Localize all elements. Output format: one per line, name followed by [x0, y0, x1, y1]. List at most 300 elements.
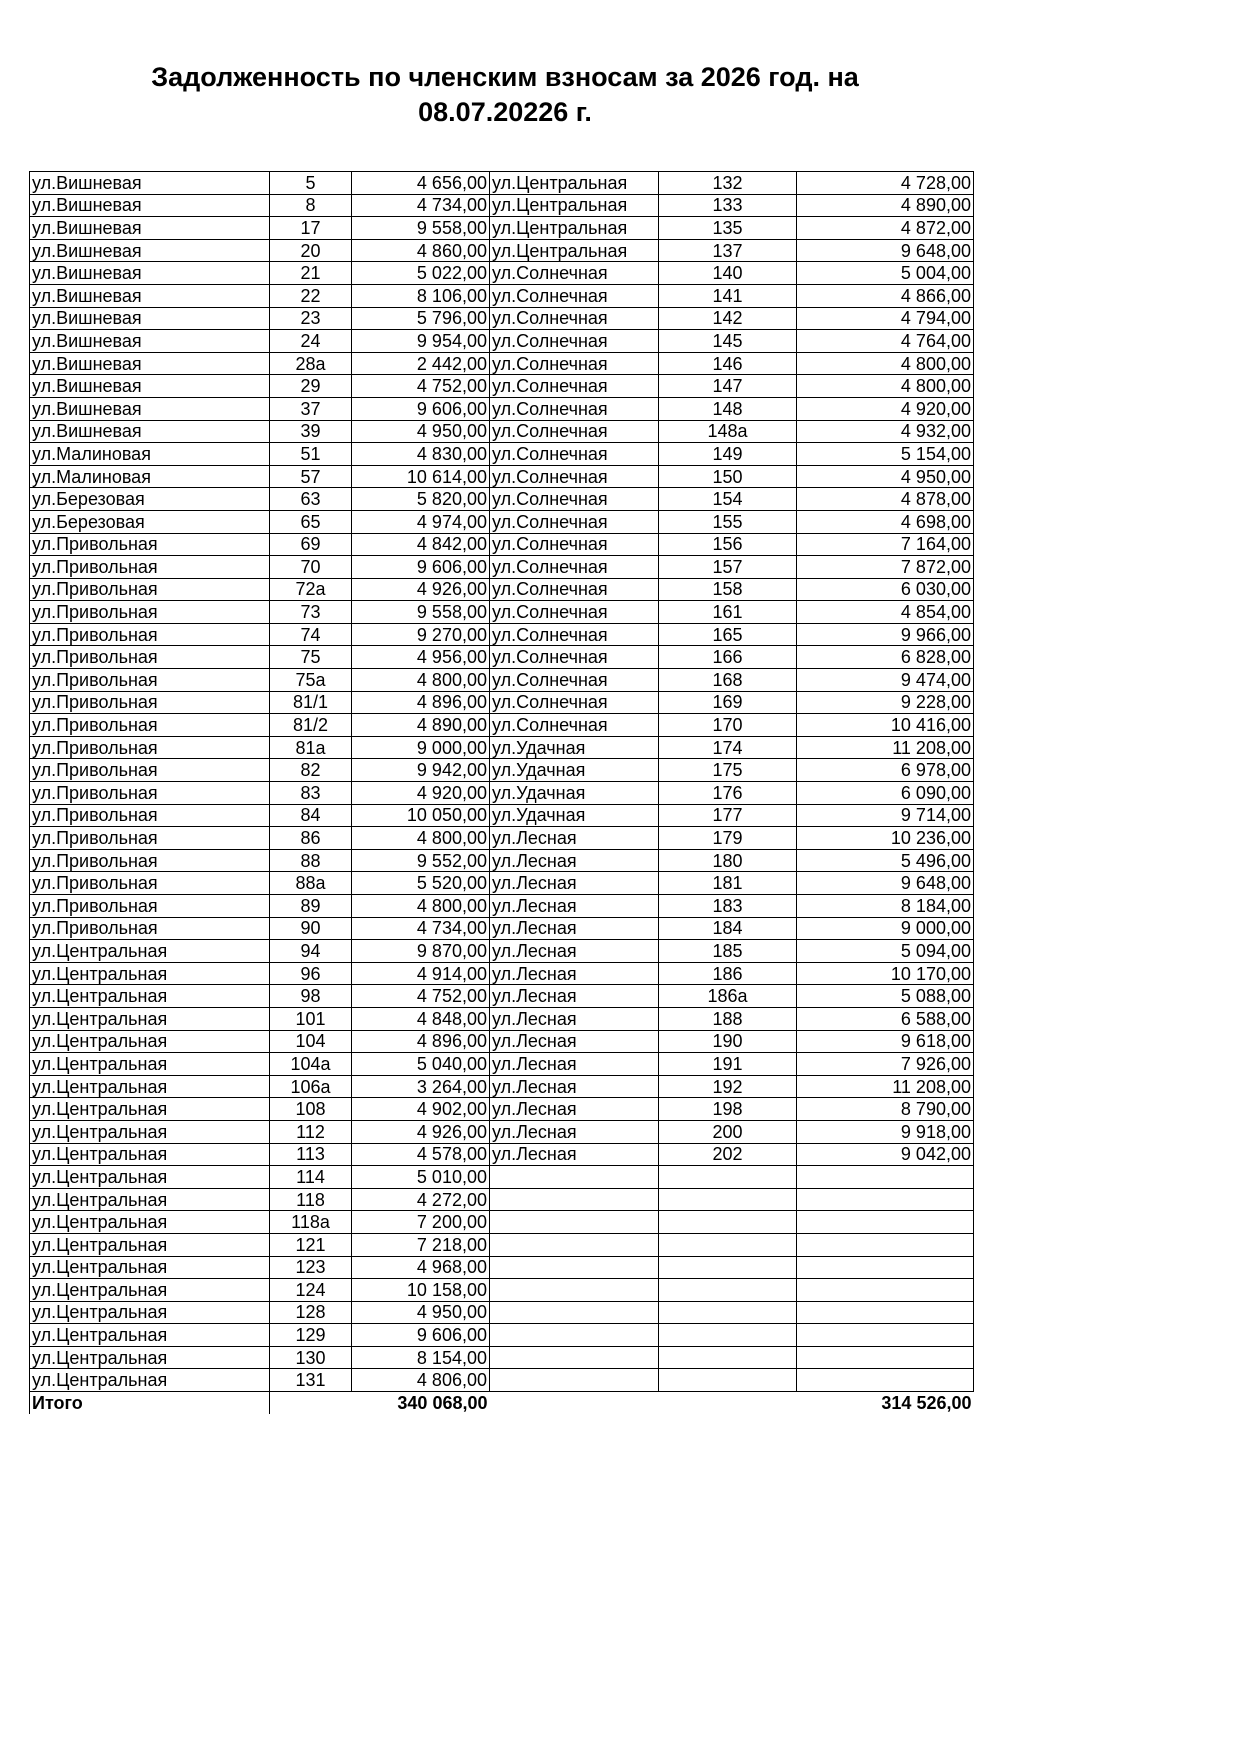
house-left-cell: 96	[270, 962, 352, 985]
sum-right-cell	[797, 1369, 974, 1392]
sum-left-cell: 4 950,00	[352, 420, 490, 443]
street-left-cell: ул.Центральная	[30, 1233, 270, 1256]
sum-left-cell: 4 848,00	[352, 1007, 490, 1030]
sum-right-cell: 4 728,00	[797, 172, 974, 195]
house-right-cell: 149	[659, 443, 797, 466]
table-row	[30, 578, 974, 601]
table-row	[30, 172, 974, 195]
sum-right-cell: 4 764,00	[797, 330, 974, 353]
sum-left-cell: 5 820,00	[352, 488, 490, 511]
sum-left-cell: 9 606,00	[352, 1324, 490, 1347]
house-right-cell	[659, 1369, 797, 1392]
table-row	[30, 759, 974, 782]
street-right-cell: ул.Солнечная	[490, 397, 659, 420]
table-row	[30, 488, 974, 511]
house-left-cell: 81/1	[270, 691, 352, 714]
house-left-cell: 118	[270, 1188, 352, 1211]
table-row	[30, 1053, 974, 1076]
sum-left-cell: 4 896,00	[352, 691, 490, 714]
debt-table-body	[30, 172, 974, 1392]
table-row	[30, 804, 974, 827]
sum-right-cell	[797, 1233, 974, 1256]
sum-right-cell: 6 828,00	[797, 646, 974, 669]
street-right-cell: ул.Солнечная	[490, 375, 659, 398]
house-right-cell: 155	[659, 510, 797, 533]
street-left-cell: ул.Центральная	[30, 1301, 270, 1324]
street-right-cell	[490, 1324, 659, 1347]
street-left-cell: ул.Вишневая	[30, 217, 270, 240]
street-left-cell: ул.Привольная	[30, 578, 270, 601]
sum-right-cell: 5 496,00	[797, 849, 974, 872]
street-right-cell: ул.Лесная	[490, 985, 659, 1008]
sum-right-cell: 10 170,00	[797, 962, 974, 985]
street-left-cell: ул.Центральная	[30, 1279, 270, 1302]
sum-left-cell: 5 010,00	[352, 1166, 490, 1189]
sum-left-cell: 9 558,00	[352, 217, 490, 240]
street-right-cell: ул.Лесная	[490, 940, 659, 963]
street-left-cell: ул.Привольная	[30, 646, 270, 669]
sum-right-cell: 9 648,00	[797, 239, 974, 262]
sum-left-cell: 9 000,00	[352, 736, 490, 759]
street-left-cell: ул.Центральная	[30, 1143, 270, 1166]
street-left-cell: ул.Привольная	[30, 917, 270, 940]
sum-left-cell: 7 218,00	[352, 1233, 490, 1256]
sum-left-cell: 4 926,00	[352, 578, 490, 601]
sum-right-cell: 11 208,00	[797, 1075, 974, 1098]
sum-left-cell: 4 800,00	[352, 669, 490, 692]
street-right-cell: ул.Солнечная	[490, 714, 659, 737]
street-right-cell: ул.Солнечная	[490, 601, 659, 624]
sum-left-cell: 5 796,00	[352, 307, 490, 330]
house-left-cell: 121	[270, 1233, 352, 1256]
street-left-cell: ул.Центральная	[30, 1075, 270, 1098]
sum-right-cell: 9 918,00	[797, 1120, 974, 1143]
sum-left-cell: 4 860,00	[352, 239, 490, 262]
sum-left-cell: 4 752,00	[352, 375, 490, 398]
sum-right-cell: 4 932,00	[797, 420, 974, 443]
table-row	[30, 849, 974, 872]
sum-right-cell: 6 588,00	[797, 1007, 974, 1030]
sum-right-cell: 9 474,00	[797, 669, 974, 692]
street-left-cell: ул.Вишневая	[30, 262, 270, 285]
table-row	[30, 1233, 974, 1256]
house-right-cell: 142	[659, 307, 797, 330]
table-row	[30, 284, 974, 307]
house-left-cell: 129	[270, 1324, 352, 1347]
street-left-cell: ул.Центральная	[30, 1256, 270, 1279]
street-right-cell: ул.Солнечная	[490, 330, 659, 353]
sum-right-cell: 9 228,00	[797, 691, 974, 714]
house-right-cell: 169	[659, 691, 797, 714]
sum-right-cell: 6 090,00	[797, 782, 974, 805]
street-left-cell: ул.Привольная	[30, 804, 270, 827]
house-left-cell: 130	[270, 1346, 352, 1369]
house-left-cell: 72а	[270, 578, 352, 601]
table-row	[30, 917, 974, 940]
sum-right-cell: 4 854,00	[797, 601, 974, 624]
street-right-cell: ул.Удачная	[490, 804, 659, 827]
sum-left-cell: 4 830,00	[352, 443, 490, 466]
sum-left-cell: 4 656,00	[352, 172, 490, 195]
street-left-cell: ул.Привольная	[30, 849, 270, 872]
sum-right-cell: 6 030,00	[797, 578, 974, 601]
sum-left-cell: 4 734,00	[352, 194, 490, 217]
house-right-cell: 191	[659, 1053, 797, 1076]
house-left-cell: 94	[270, 940, 352, 963]
street-right-cell: ул.Лесная	[490, 1143, 659, 1166]
street-right-cell: ул.Центральная	[490, 194, 659, 217]
house-left-cell: 28а	[270, 352, 352, 375]
house-right-cell: 188	[659, 1007, 797, 1030]
house-right-cell: 192	[659, 1075, 797, 1098]
street-right-cell: ул.Удачная	[490, 736, 659, 759]
house-left-cell: 88	[270, 849, 352, 872]
total-right-sum: 314 526,00	[881, 1393, 972, 1414]
page-title	[0, 60, 1010, 130]
house-left-cell: 118а	[270, 1211, 352, 1234]
street-right-cell: ул.Лесная	[490, 872, 659, 895]
table-row	[30, 1211, 974, 1234]
street-left-cell: ул.Привольная	[30, 691, 270, 714]
house-left-cell: 37	[270, 397, 352, 420]
house-left-cell: 57	[270, 465, 352, 488]
house-right-cell: 176	[659, 782, 797, 805]
street-right-cell	[490, 1279, 659, 1302]
house-left-cell: 73	[270, 601, 352, 624]
sum-left-cell: 4 896,00	[352, 1030, 490, 1053]
street-left-cell: ул.Центральная	[30, 1166, 270, 1189]
sum-left-cell: 9 606,00	[352, 556, 490, 579]
sum-left-cell: 4 902,00	[352, 1098, 490, 1121]
street-left-cell: ул.Привольная	[30, 782, 270, 805]
street-left-cell: ул.Малиновая	[30, 443, 270, 466]
street-left-cell: ул.Привольная	[30, 556, 270, 579]
street-right-cell: ул.Солнечная	[490, 578, 659, 601]
street-left-cell: ул.Привольная	[30, 827, 270, 850]
street-left-cell: ул.Вишневая	[30, 239, 270, 262]
street-left-cell: ул.Центральная	[30, 1007, 270, 1030]
table-row	[30, 1098, 974, 1121]
house-left-cell: 21	[270, 262, 352, 285]
house-left-cell: 20	[270, 239, 352, 262]
house-right-cell: 190	[659, 1030, 797, 1053]
house-left-cell: 69	[270, 533, 352, 556]
house-right-cell: 135	[659, 217, 797, 240]
table-row	[30, 646, 974, 669]
house-right-cell: 186а	[659, 985, 797, 1008]
street-left-cell: ул.Привольная	[30, 601, 270, 624]
street-right-cell: ул.Солнечная	[490, 465, 659, 488]
house-left-cell: 22	[270, 284, 352, 307]
table-row	[30, 307, 974, 330]
house-left-cell: 75	[270, 646, 352, 669]
street-left-cell: ул.Центральная	[30, 1053, 270, 1076]
house-left-cell: 63	[270, 488, 352, 511]
sum-left-cell: 4 974,00	[352, 510, 490, 533]
table-row	[30, 601, 974, 624]
sum-left-cell: 4 914,00	[352, 962, 490, 985]
sum-left-cell: 4 800,00	[352, 895, 490, 918]
house-left-cell: 98	[270, 985, 352, 1008]
sum-left-cell: 5 520,00	[352, 872, 490, 895]
sum-left-cell: 9 552,00	[352, 849, 490, 872]
total-label: Итого	[30, 1392, 270, 1415]
house-right-cell: 158	[659, 578, 797, 601]
street-right-cell: ул.Удачная	[490, 782, 659, 805]
house-left-cell: 29	[270, 375, 352, 398]
table-row	[30, 443, 974, 466]
house-left-cell: 83	[270, 782, 352, 805]
street-left-cell: ул.Центральная	[30, 940, 270, 963]
house-left-cell: 5	[270, 172, 352, 195]
street-left-cell: ул.Вишневая	[30, 194, 270, 217]
house-left-cell: 81/2	[270, 714, 352, 737]
table-row	[30, 691, 974, 714]
street-left-cell: ул.Центральная	[30, 985, 270, 1008]
house-right-cell: 175	[659, 759, 797, 782]
house-left-cell: 24	[270, 330, 352, 353]
house-right-cell: 145	[659, 330, 797, 353]
street-left-cell: ул.Центральная	[30, 1030, 270, 1053]
table-row	[30, 895, 974, 918]
street-right-cell	[490, 1188, 659, 1211]
street-left-cell: ул.Привольная	[30, 669, 270, 692]
street-right-cell: ул.Удачная	[490, 759, 659, 782]
sum-right-cell: 7 164,00	[797, 533, 974, 556]
sum-right-cell: 6 978,00	[797, 759, 974, 782]
street-right-cell: ул.Лесная	[490, 962, 659, 985]
sum-right-cell: 4 878,00	[797, 488, 974, 511]
street-right-cell: ул.Солнечная	[490, 556, 659, 579]
street-right-cell: ул.Солнечная	[490, 488, 659, 511]
total-row	[30, 1392, 974, 1415]
sum-left-cell: 8 106,00	[352, 284, 490, 307]
table-row	[30, 1030, 974, 1053]
table-row	[30, 510, 974, 533]
house-right-cell: 180	[659, 849, 797, 872]
house-left-cell: 51	[270, 443, 352, 466]
sum-right-cell: 10 416,00	[797, 714, 974, 737]
sum-right-cell: 8 790,00	[797, 1098, 974, 1121]
sum-right-cell: 5 094,00	[797, 940, 974, 963]
table-row	[30, 330, 974, 353]
sum-right-cell: 9 648,00	[797, 872, 974, 895]
table-row	[30, 1324, 974, 1347]
house-right-cell: 170	[659, 714, 797, 737]
house-right-cell: 183	[659, 895, 797, 918]
table-row	[30, 1143, 974, 1166]
house-right-cell: 133	[659, 194, 797, 217]
house-left-cell: 86	[270, 827, 352, 850]
sum-left-cell: 2 442,00	[352, 352, 490, 375]
table-row	[30, 1075, 974, 1098]
street-left-cell: ул.Привольная	[30, 895, 270, 918]
street-right-cell: ул.Лесная	[490, 827, 659, 850]
street-left-cell: ул.Березовая	[30, 510, 270, 533]
street-right-cell	[490, 1166, 659, 1189]
house-right-cell	[659, 1256, 797, 1279]
table-row	[30, 397, 974, 420]
street-left-cell: ул.Привольная	[30, 872, 270, 895]
house-right-cell: 147	[659, 375, 797, 398]
table-row	[30, 420, 974, 443]
house-right-cell	[659, 1166, 797, 1189]
sum-right-cell: 4 794,00	[797, 307, 974, 330]
house-left-cell: 112	[270, 1120, 352, 1143]
house-right-cell: 202	[659, 1143, 797, 1166]
street-right-cell: ул.Лесная	[490, 1075, 659, 1098]
street-left-cell: ул.Центральная	[30, 1211, 270, 1234]
sum-right-cell: 8 184,00	[797, 895, 974, 918]
table-row	[30, 1369, 974, 1392]
house-right-cell: 148а	[659, 420, 797, 443]
sum-right-cell: 4 872,00	[797, 217, 974, 240]
sum-right-cell: 4 866,00	[797, 284, 974, 307]
street-left-cell: ул.Вишневая	[30, 172, 270, 195]
street-right-cell	[490, 1211, 659, 1234]
sum-left-cell: 4 926,00	[352, 1120, 490, 1143]
table-row	[30, 1188, 974, 1211]
sum-right-cell: 5 154,00	[797, 443, 974, 466]
house-left-cell: 113	[270, 1143, 352, 1166]
street-right-cell: ул.Лесная	[490, 895, 659, 918]
house-right-cell: 148	[659, 397, 797, 420]
table-row	[30, 940, 974, 963]
sum-left-cell: 4 842,00	[352, 533, 490, 556]
house-left-cell: 131	[270, 1369, 352, 1392]
street-right-cell: ул.Солнечная	[490, 262, 659, 285]
title-line-2: 08.07.20226 г.	[418, 97, 592, 127]
house-right-cell	[659, 1211, 797, 1234]
house-right-cell: 174	[659, 736, 797, 759]
street-left-cell: ул.Центральная	[30, 1098, 270, 1121]
table-row	[30, 1346, 974, 1369]
sum-left-cell: 4 272,00	[352, 1188, 490, 1211]
street-right-cell: ул.Солнечная	[490, 420, 659, 443]
table-row	[30, 352, 974, 375]
house-left-cell: 17	[270, 217, 352, 240]
sum-right-cell	[797, 1211, 974, 1234]
sum-right-cell	[797, 1324, 974, 1347]
table-row	[30, 556, 974, 579]
street-right-cell: ул.Лесная	[490, 917, 659, 940]
sum-right-cell: 9 042,00	[797, 1143, 974, 1166]
sum-left-cell: 3 264,00	[352, 1075, 490, 1098]
street-right-cell: ул.Солнечная	[490, 623, 659, 646]
sum-left-cell: 4 800,00	[352, 827, 490, 850]
sum-left-cell: 10 158,00	[352, 1279, 490, 1302]
sum-right-cell: 9 618,00	[797, 1030, 974, 1053]
house-right-cell: 186	[659, 962, 797, 985]
sum-left-cell: 10 614,00	[352, 465, 490, 488]
street-right-cell: ул.Солнечная	[490, 284, 659, 307]
street-left-cell: ул.Центральная	[30, 1120, 270, 1143]
table-row	[30, 985, 974, 1008]
street-right-cell: ул.Солнечная	[490, 510, 659, 533]
sum-right-cell: 4 950,00	[797, 465, 974, 488]
table-row	[30, 217, 974, 240]
house-left-cell: 124	[270, 1279, 352, 1302]
sum-left-cell: 8 154,00	[352, 1346, 490, 1369]
sum-right-cell: 4 920,00	[797, 397, 974, 420]
street-left-cell: ул.Привольная	[30, 714, 270, 737]
sum-left-cell: 4 752,00	[352, 985, 490, 1008]
table-row	[30, 533, 974, 556]
table-row	[30, 465, 974, 488]
house-right-cell: 198	[659, 1098, 797, 1121]
house-right-cell: 150	[659, 465, 797, 488]
sum-left-cell: 4 956,00	[352, 646, 490, 669]
street-left-cell: ул.Вишневая	[30, 352, 270, 375]
street-right-cell: ул.Лесная	[490, 1030, 659, 1053]
sum-right-cell: 4 890,00	[797, 194, 974, 217]
table-row	[30, 1166, 974, 1189]
sum-left-cell: 5 040,00	[352, 1053, 490, 1076]
table-row	[30, 194, 974, 217]
sum-right-cell	[797, 1256, 974, 1279]
house-right-cell: 161	[659, 601, 797, 624]
street-right-cell: ул.Лесная	[490, 1120, 659, 1143]
street-right-cell: ул.Солнечная	[490, 352, 659, 375]
table-row	[30, 782, 974, 805]
house-left-cell: 90	[270, 917, 352, 940]
sum-right-cell	[797, 1188, 974, 1211]
house-right-cell: 185	[659, 940, 797, 963]
house-right-cell	[659, 1346, 797, 1369]
house-right-cell	[659, 1301, 797, 1324]
sum-left-cell: 9 942,00	[352, 759, 490, 782]
sum-right-cell: 7 872,00	[797, 556, 974, 579]
sum-right-cell: 5 088,00	[797, 985, 974, 1008]
table-row	[30, 623, 974, 646]
street-right-cell	[490, 1346, 659, 1369]
house-left-cell: 84	[270, 804, 352, 827]
house-left-cell: 39	[270, 420, 352, 443]
table-row	[30, 872, 974, 895]
street-right-cell: ул.Центральная	[490, 172, 659, 195]
street-left-cell: ул.Вишневая	[30, 420, 270, 443]
street-left-cell: ул.Центральная	[30, 1369, 270, 1392]
street-left-cell: ул.Вишневая	[30, 307, 270, 330]
street-right-cell: ул.Центральная	[490, 217, 659, 240]
house-left-cell: 74	[270, 623, 352, 646]
sum-right-cell: 5 004,00	[797, 262, 974, 285]
house-right-cell: 168	[659, 669, 797, 692]
table-row	[30, 1007, 974, 1030]
house-right-cell: 177	[659, 804, 797, 827]
table-row	[30, 1256, 974, 1279]
sum-left-cell: 9 270,00	[352, 623, 490, 646]
street-right-cell: ул.Лесная	[490, 1007, 659, 1030]
sum-right-cell	[797, 1301, 974, 1324]
street-left-cell: ул.Березовая	[30, 488, 270, 511]
sum-left-cell: 9 954,00	[352, 330, 490, 353]
sum-right-cell: 9 000,00	[797, 917, 974, 940]
sum-right-cell: 4 800,00	[797, 352, 974, 375]
sum-left-cell: 4 950,00	[352, 1301, 490, 1324]
street-left-cell: ул.Вишневая	[30, 375, 270, 398]
street-right-cell: ул.Центральная	[490, 239, 659, 262]
sum-left-cell: 9 558,00	[352, 601, 490, 624]
house-left-cell: 128	[270, 1301, 352, 1324]
sum-left-cell: 10 050,00	[352, 804, 490, 827]
house-left-cell: 104	[270, 1030, 352, 1053]
house-right-cell	[659, 1233, 797, 1256]
street-left-cell: ул.Привольная	[30, 736, 270, 759]
debt-table	[29, 171, 974, 1414]
street-left-cell: ул.Привольная	[30, 623, 270, 646]
table-row	[30, 239, 974, 262]
